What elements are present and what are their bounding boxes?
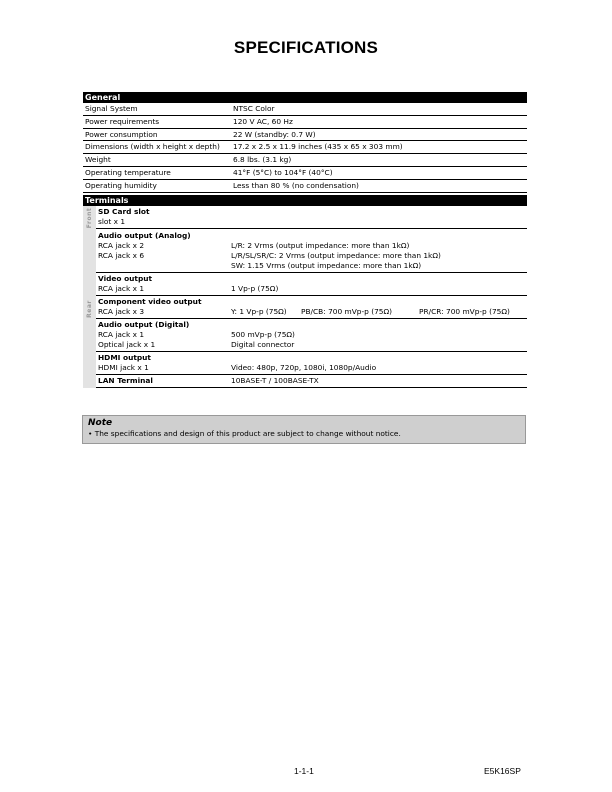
spec-value: 41°F (5°C) to 104°F (40°C) xyxy=(233,167,333,177)
spec-value: 6.8 lbs. (3.1 kg) xyxy=(233,155,292,165)
spec-value: 120 V AC, 60 Hz xyxy=(233,116,293,126)
spec-value: L/R: 2 Vrms (output impedance: more than 1kΩ) xyxy=(231,241,410,250)
terminals-header: Terminals xyxy=(83,195,527,206)
spec-value: 500 mVp-p (75Ω) xyxy=(231,330,295,339)
spec-label: Signal System xyxy=(85,104,138,113)
lan-title: LAN Terminal xyxy=(98,376,153,385)
spec-row xyxy=(83,180,527,193)
audio-digital-title: Audio output (Digital) xyxy=(98,320,190,329)
page-number: 1-1-1 xyxy=(294,766,314,776)
spec-value: NTSC Color xyxy=(233,104,275,113)
spec-row xyxy=(83,129,527,142)
hdmi-title: HDMI output xyxy=(98,353,151,362)
spec-value: L/R/SL/SR/C: 2 Vrms (output impedance: more than 1kΩ) xyxy=(231,251,441,260)
video-title: Video output xyxy=(98,274,153,283)
rear-group xyxy=(83,230,527,388)
spec-label: Power consumption xyxy=(85,129,158,139)
spec-key: Optical jack x 1 xyxy=(98,340,156,349)
video-block xyxy=(96,273,527,296)
front-side-label: Front xyxy=(83,206,96,230)
page-title: SPECIFICATIONS xyxy=(233,38,379,57)
general-header: General xyxy=(83,92,527,103)
note-box xyxy=(82,415,526,444)
component-block xyxy=(96,296,527,319)
spec-value: 22 W (standby: 0.7 W) xyxy=(233,129,316,139)
spec-label: Weight xyxy=(85,155,111,165)
spec-value: Less than 80 % (no condensation) xyxy=(233,180,359,190)
spec-value-y: Y: 1 Vp-p (75Ω) xyxy=(231,307,287,316)
spec-row xyxy=(83,103,527,116)
spec-row xyxy=(83,141,527,154)
spec-row xyxy=(83,116,527,129)
spec-key: HDMI jack x 1 xyxy=(98,363,149,372)
spec-value: Digital connector xyxy=(231,340,295,349)
spec-row xyxy=(83,154,527,167)
sd-card-line: slot x 1 xyxy=(98,217,126,226)
audio-analog-block xyxy=(96,230,527,273)
front-group xyxy=(83,206,527,230)
sd-card-title: SD Card slot xyxy=(98,207,150,216)
spec-value: SW: 1.15 Vrms (output impedance: more than 1kΩ) xyxy=(231,261,422,270)
general-rows xyxy=(83,103,527,193)
note-text: • The specifications and design of this product are subject to change without notice. xyxy=(88,429,401,438)
spec-label: Power requirements xyxy=(85,116,160,126)
spec-key-empty xyxy=(98,261,231,271)
spec-label: Dimensions (width x height x depth) xyxy=(85,142,220,152)
spec-row xyxy=(83,167,527,180)
spec-key: RCA jack x 1 xyxy=(98,284,145,293)
general-section xyxy=(83,92,527,193)
doc-code: E5K16SP xyxy=(484,766,521,776)
spec-key: RCA jack x 6 xyxy=(98,251,145,260)
spec-key: RCA jack x 1 xyxy=(98,330,145,339)
component-title: Component video output xyxy=(98,297,202,306)
audio-analog-title: Audio output (Analog) xyxy=(98,231,191,240)
spec-value: 17.2 x 2.5 x 11.9 inches (435 x 65 x 303 mm) xyxy=(233,142,403,152)
terminals-section xyxy=(83,195,527,388)
spec-value: Video: 480p, 720p, 1080i, 1080p/Audio xyxy=(231,363,377,372)
sd-card-block xyxy=(96,206,527,229)
hdmi-block xyxy=(96,352,527,375)
spec-value-pb: PB/CB: 700 mVp-p (75Ω) xyxy=(301,307,393,316)
spec-value: 1 Vp-p (75Ω) xyxy=(231,284,279,293)
spec-key: RCA jack x 3 xyxy=(98,307,145,316)
audio-digital-block xyxy=(96,319,527,352)
spec-label: Operating temperature xyxy=(85,167,171,177)
spec-value-pr: PR/CR: 700 mVp-p (75Ω) xyxy=(419,307,510,316)
note-heading: Note xyxy=(88,418,113,428)
lan-block xyxy=(96,375,527,388)
spec-label: Operating humidity xyxy=(85,180,157,190)
spec-value: 10BASE-T / 100BASE-TX xyxy=(231,376,319,385)
rear-side-label: Rear xyxy=(83,230,96,388)
spec-key: RCA jack x 2 xyxy=(98,241,145,250)
